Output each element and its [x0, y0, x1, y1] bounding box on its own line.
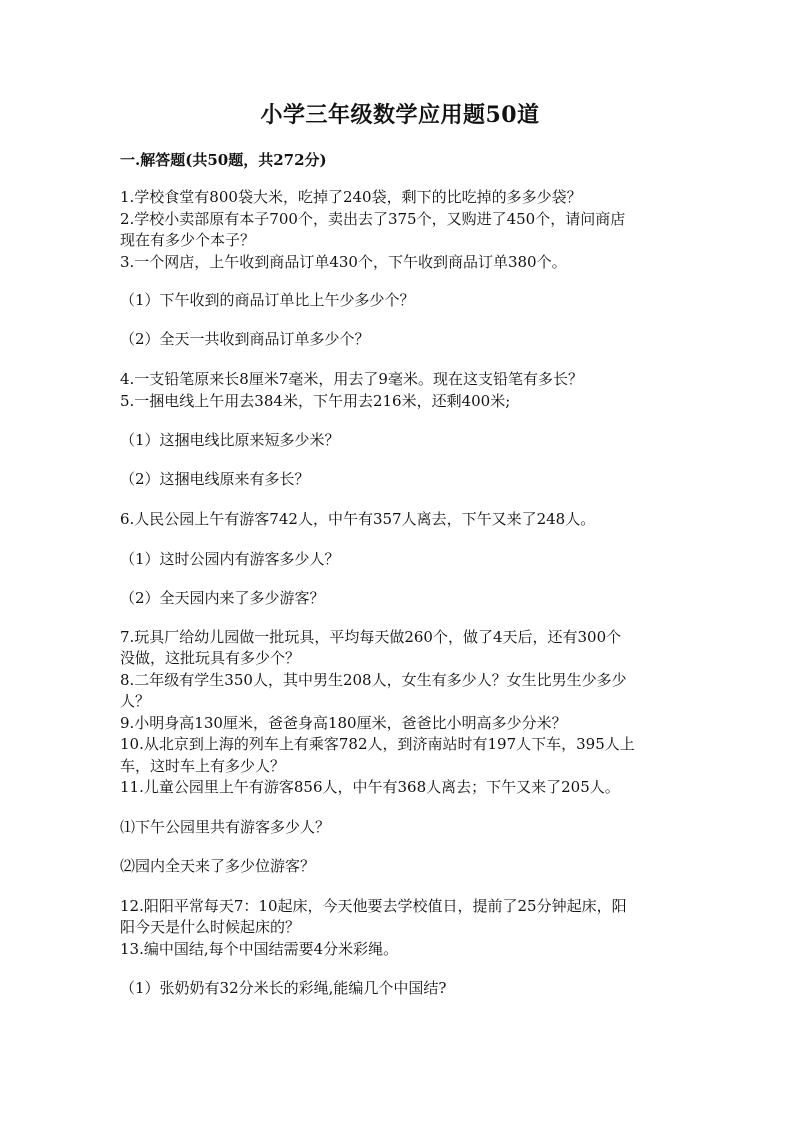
question-12-line-2: 阳今天是什么时候起床的？ [120, 918, 301, 936]
question-13-part-1: （1）张奶奶有32分米长的彩绳,能编几个中国结? [120, 979, 447, 997]
question-10-line-2: 车，这时车上有多少人？ [120, 757, 286, 775]
question-6: 6.人民公园上午有游客742人，中午有357人离去，下午又来了248人。 [120, 510, 596, 528]
question-11: 11.儿童公园里上午有游客856人，中午有368人离去；下午又来了205人。 [120, 778, 620, 796]
question-8-line-2: 人？ [120, 692, 151, 710]
question-9: 9.小明身高130厘米，爸爸身高180厘米，爸爸比小明高多少分米？ [120, 714, 567, 732]
question-3-part-2: （2）全天一共收到商品订单多少个？ [120, 330, 370, 348]
document-title: 小学三年级数学应用题50道 [260, 102, 540, 128]
question-3-part-1: （1）下午收到的商品订单比上午少多少个？ [120, 291, 415, 309]
question-11-part-2: ⑵园内全天来了多少位游客？ [120, 857, 316, 875]
question-11-part-1: ⑴下午公园里共有游客多少人？ [120, 818, 331, 836]
question-1: 1.学校食堂有800袋大米，吃掉了240袋，剩下的比吃掉的多多少袋？ [120, 188, 582, 206]
question-5: 5.一捆电线上午用去384米，下午用去216米，还剩400米; [120, 392, 511, 410]
question-12-line-1: 12.阳阳平常每天7：10起床，今天他要去学校值日，提前了25分钟起床，阳 [120, 897, 627, 915]
question-2-line-2: 现在有多少个本子？ [120, 231, 256, 249]
question-2-line-1: 2.学校小卖部原有本子700个，卖出去了375个，又购进了450个，请问商店 [120, 210, 626, 228]
question-6-part-1: （1）这时公园内有游客多少人？ [120, 550, 340, 568]
question-6-part-2: （2）全天园内来了多少游客？ [120, 589, 325, 607]
question-5-part-2: （2）这捆电线原来有多长？ [120, 470, 310, 488]
question-8-line-1: 8.二年级有学生350人，其中男生208人，女生有多少人？女生比男生少多少 [120, 671, 627, 689]
question-4: 4.一支铅笔原来长8厘米7毫米，用去了9毫米。现在这支铅笔有多长？ [120, 370, 583, 388]
question-13: 13.编中国结,每个中国结需要4分米彩绳。 [120, 940, 399, 958]
question-3: 3.一个网店，上午收到商品订单430个，下午收到商品订单380个。 [120, 253, 567, 271]
section-header: 一.解答题(共50题，共272分) [120, 151, 327, 169]
question-10-line-1: 10.从北京到上海的列车上有乘客782人，到济南站时有197人下车，395人上 [120, 735, 635, 753]
question-7-line-1: 7.玩具厂给幼儿园做一批玩具，平均每天做260个，做了4天后，还有300个 [120, 628, 622, 646]
question-7-line-2: 没做，这批玩具有多少个？ [120, 649, 301, 667]
question-5-part-1: （1）这捆电线比原来短多少米？ [120, 431, 340, 449]
